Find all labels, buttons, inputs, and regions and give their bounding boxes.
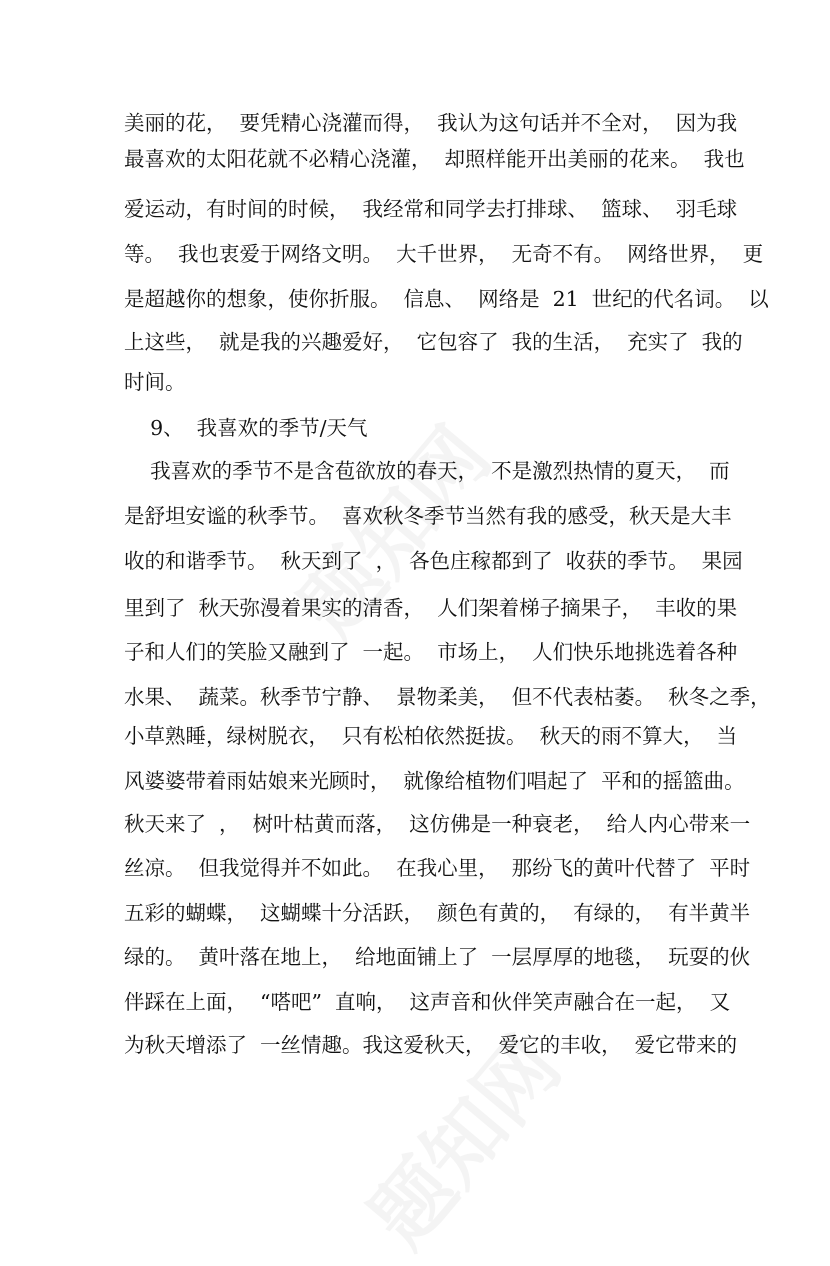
text-line: 秋天来了 ， 树叶枯黄而落， 这仿佛是一种衰老， 给人内心带来一 bbox=[124, 812, 751, 836]
text-line: 子和人们的笑脸又融到了 一起。 市场上， 人们快乐地挑选着各种 bbox=[124, 640, 738, 664]
text-line: 我喜欢的季节不是含苞欲放的春天， 不是激烈热情的夏天， 而 bbox=[124, 459, 730, 483]
text-line: 五彩的蝴蝶， 这蝴蝶十分活跃， 颜色有黄的， 有绿的， 有半黄半 bbox=[124, 901, 751, 925]
text-line: 是舒坦安谧的秋季节。 喜欢秋冬季节当然有我的感受，秋天是大丰 bbox=[124, 504, 732, 528]
text-line: 最喜欢的太阳花就不必精心浇灌， 却照样能开出美丽的花来。 我也 bbox=[124, 147, 745, 171]
text-line: 收的和谐季节。 秋天到了 ， 各色庄稼都到了 收获的季节。 果园 bbox=[124, 549, 743, 573]
text-line: 美丽的花， 要凭精心浇灌而得， 我认为这句话并不全对， 因为我 bbox=[124, 111, 738, 135]
text-line: 等。 我也衷爱于网络文明。 大千世界， 无奇不有。 网络世界， 更 bbox=[124, 242, 764, 266]
text-line: 水果、 蔬菜。秋季节宁静、 景物柔美， 但不代表枯萎。 秋冬之季， bbox=[124, 685, 771, 709]
text-line: 里到了 秋天弥漫着果实的清香， 人们架着梯子摘果子， 丰收的果 bbox=[124, 596, 738, 620]
text-line: 时间。 bbox=[124, 370, 186, 394]
text-line: 上这些， 就是我的兴趣爱好， 它包容了 我的生活， 充实了 我的 bbox=[124, 330, 743, 354]
text-line: 绿的。 黄叶落在地上， 给地面铺上了 一层厚厚的地毯， 玩耍的伙 bbox=[124, 945, 751, 969]
text-line: 爱运动，有时间的时候， 我经常和同学去打排球、 篮球、 羽毛球 bbox=[124, 197, 738, 221]
text-line: 风婆婆带着雨姑娘来光顾时， 就像给植物们唱起了 平和的摇篮曲。 bbox=[124, 769, 745, 793]
section-heading: 9、 我喜欢的季节/天气 bbox=[124, 416, 368, 440]
text-line: 丝凉。 但我觉得并不如此。 在我心里， 那纷飞的黄叶代替了 平时 bbox=[124, 856, 751, 880]
text-line: 小草熟睡，绿树脱衣， 只有松柏依然挺拔。 秋天的雨不算大， 当 bbox=[124, 724, 738, 748]
text-line: 伴踩在上面， “嗒吧” 直响， 这声音和伙伴笑声融合在一起， 又 bbox=[124, 990, 731, 1014]
text-line: 为秋天增添了 一丝情趣。我这爱秋天， 爱它的丰收， 爱它带来的 bbox=[124, 1033, 738, 1057]
text-line: 是超越你的想象，使你折服。 信息、 网络是 21 世纪的代名词。 以 bbox=[124, 287, 769, 311]
